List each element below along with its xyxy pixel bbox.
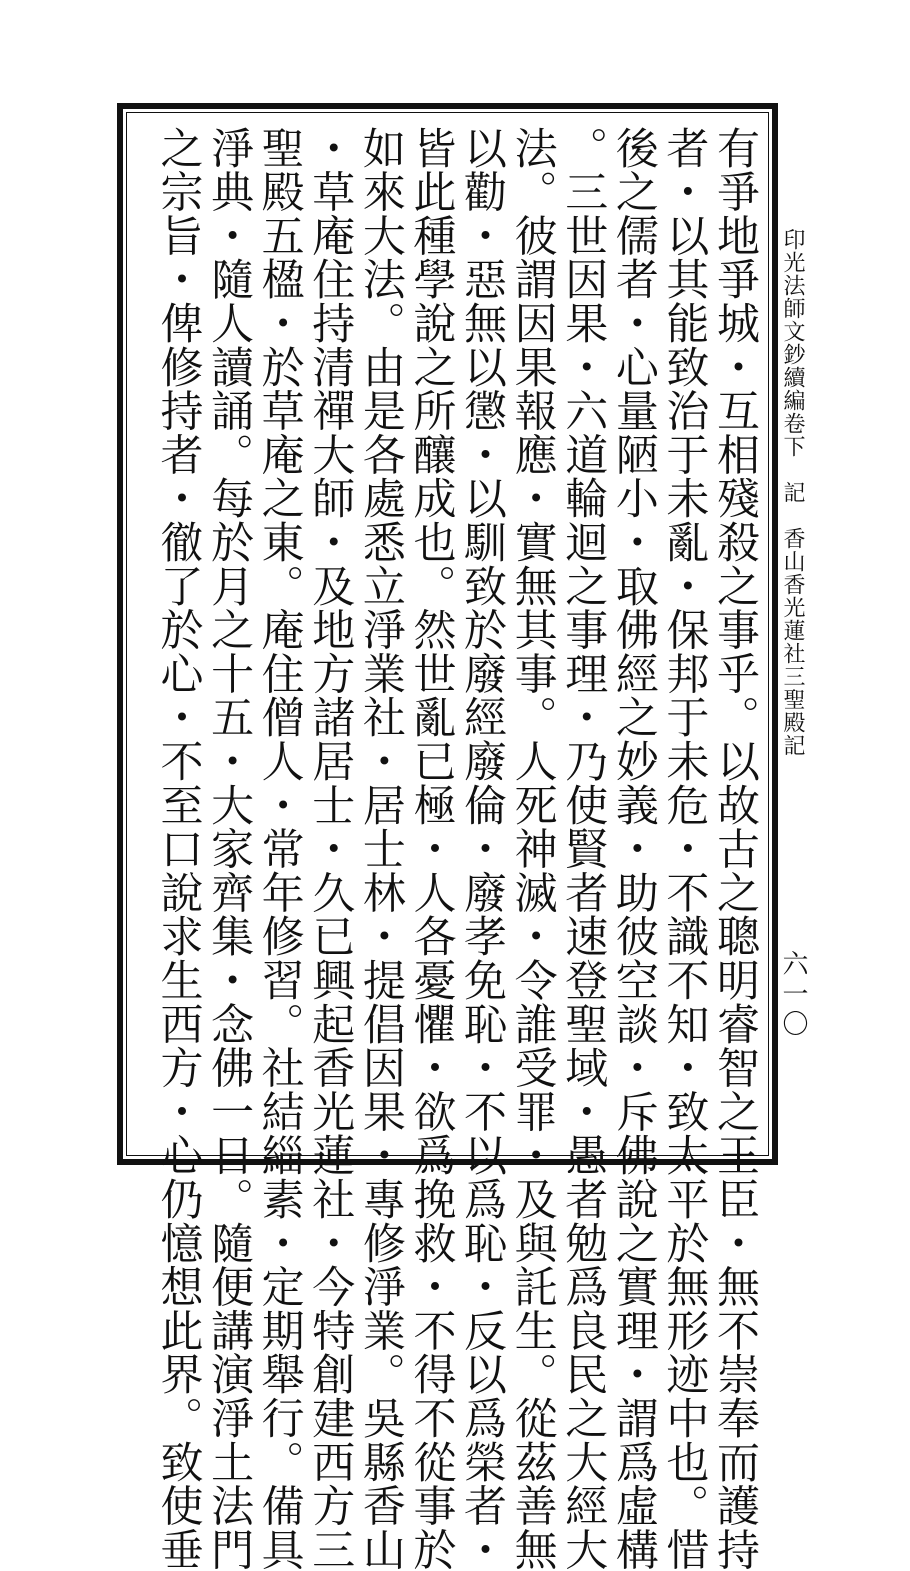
text-column: 聖殿五楹・於草庵之東。庵住僧人・常年修習。社結緇素・定期舉行。備具 (254, 126, 305, 1571)
text-column: 如來大法。由是各處悉立淨業社・居士林・提倡因果・專修淨業。吳縣香山 (355, 126, 406, 1571)
text-column: 後之儒者・心量陋小・取佛經之妙義・助彼空談・斥佛說之實理・謂爲虛構 (608, 126, 659, 1571)
main-text-block (136, 126, 760, 1571)
text-column: 皆此種學說之所釀成也。然世亂已極・人各憂懼・欲爲挽救・不得不從事於 (406, 126, 457, 1571)
text-column: 者・以其能致治于未亂・保邦于未危・不識不知・致太平於無形迹中也。惜 (659, 126, 710, 1571)
text-column: 。三世因果・六道輪迴之事理・乃使賢者速登聖域・愚者勉爲良民之大經大 (558, 126, 609, 1571)
text-column: ・草庵住持清禪大師・及地方諸居士・久已興起香光蓮社・今特創建西方三 (305, 126, 356, 1571)
page-number: 六一〇 (778, 950, 808, 1040)
text-column: 以勸・惡無以懲・以馴致於廢經廢倫・廢孝免恥・不以爲恥・反以爲榮者・ (457, 126, 508, 1571)
text-column: 之宗旨・俾修持者・徹了於心・不至口說求生西方・心仍憶想此界。致使垂 (153, 126, 204, 1571)
text-column: 淨典・隨人讀誦。每於月之十五・大家齊集・念佛一日。隨便講演淨土法門 (204, 126, 255, 1571)
text-column: 法。彼謂因果報應・實無其事。人死神滅・令誰受罪・及與託生。從茲善無 (507, 126, 558, 1571)
text-column: 有爭地爭城・互相殘殺之事乎。以故古之聰明睿智之王臣・無不崇奉而護持 (710, 126, 760, 1571)
running-head: 印光法師文鈔續編卷下 記 香山香光蓮社三聖殿記 (780, 228, 805, 757)
